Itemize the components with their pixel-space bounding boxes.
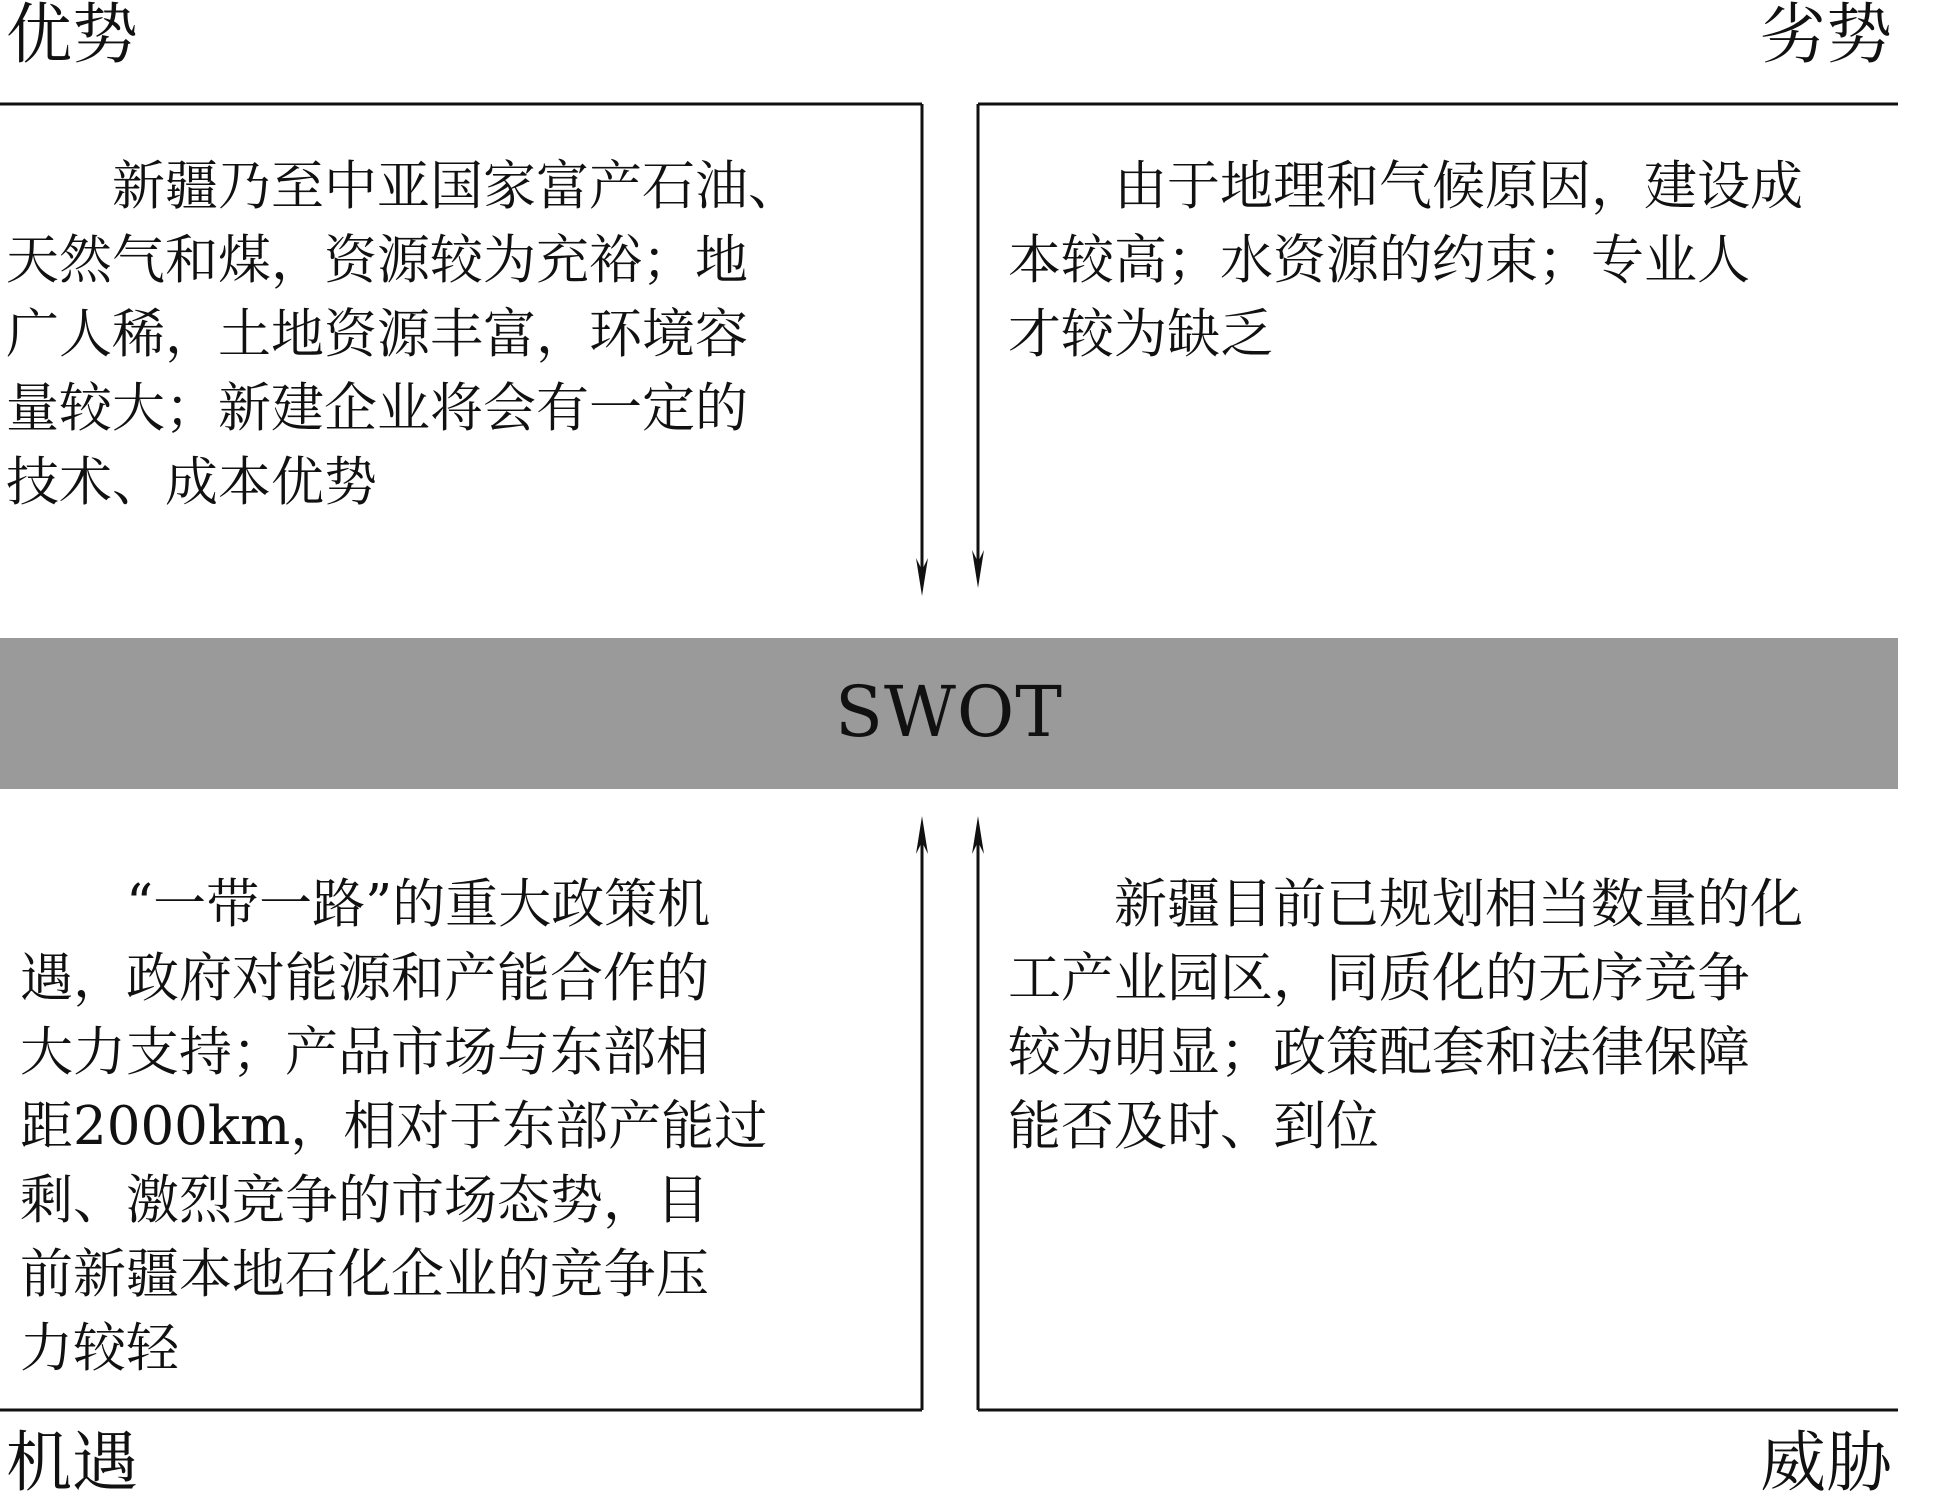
label-weaknesses: 劣势 (1760, 0, 1892, 73)
strengths-line: 广人稀，土地资源丰富，环境容 (6, 304, 748, 365)
label-opportunities: 机遇 (6, 1424, 138, 1501)
strengths-line: 技术、成本优势 (6, 452, 377, 513)
weaknesses-line: 本较高；水资源的约束；专业人 (1008, 230, 1750, 291)
opportunities-line: 剩、激烈竞争的市场态势，目 (20, 1170, 709, 1231)
swot-center-label: SWOT (835, 671, 1063, 753)
opportunities-line: 遇，政府对能源和产能合作的 (20, 948, 709, 1009)
threats-line: 较为明显；政策配套和法律保障 (1008, 1022, 1750, 1083)
opportunities-line: 前新疆本地石化企业的竞争压 (20, 1244, 709, 1305)
weaknesses-line: 才较为缺乏 (1008, 304, 1273, 365)
opportunities-line: 力较轻 (20, 1318, 179, 1379)
strengths-text (6, 150, 801, 520)
label-strengths: 优势 (6, 0, 138, 73)
strengths-line: 量较大；新建企业将会有一定的 (6, 378, 748, 439)
strengths-line: 新疆乃至中亚国家富产石油、 (112, 156, 801, 217)
threats-line: 新疆目前已规划相当数量的化 (1114, 874, 1803, 935)
threats-line: 工产业园区，同质化的无序竞争 (1008, 948, 1750, 1009)
opportunities-line: 距2000km，相对于东部产能过 (20, 1096, 768, 1157)
opportunities-text (20, 868, 767, 1386)
label-threats: 威胁 (1760, 1424, 1892, 1501)
weaknesses-text (1008, 150, 1803, 372)
strengths-line: 天然气和煤，资源较为充裕；地 (6, 230, 748, 291)
threats-line: 能否及时、到位 (1008, 1096, 1379, 1157)
weaknesses-line: 由于地理和气候原因，建设成 (1114, 156, 1803, 217)
opportunities-line: 大力支持；产品市场与东部相 (20, 1022, 709, 1083)
threats-text (1008, 868, 1803, 1164)
opportunities-line: “一带一路”的重大政策机 (126, 874, 711, 935)
